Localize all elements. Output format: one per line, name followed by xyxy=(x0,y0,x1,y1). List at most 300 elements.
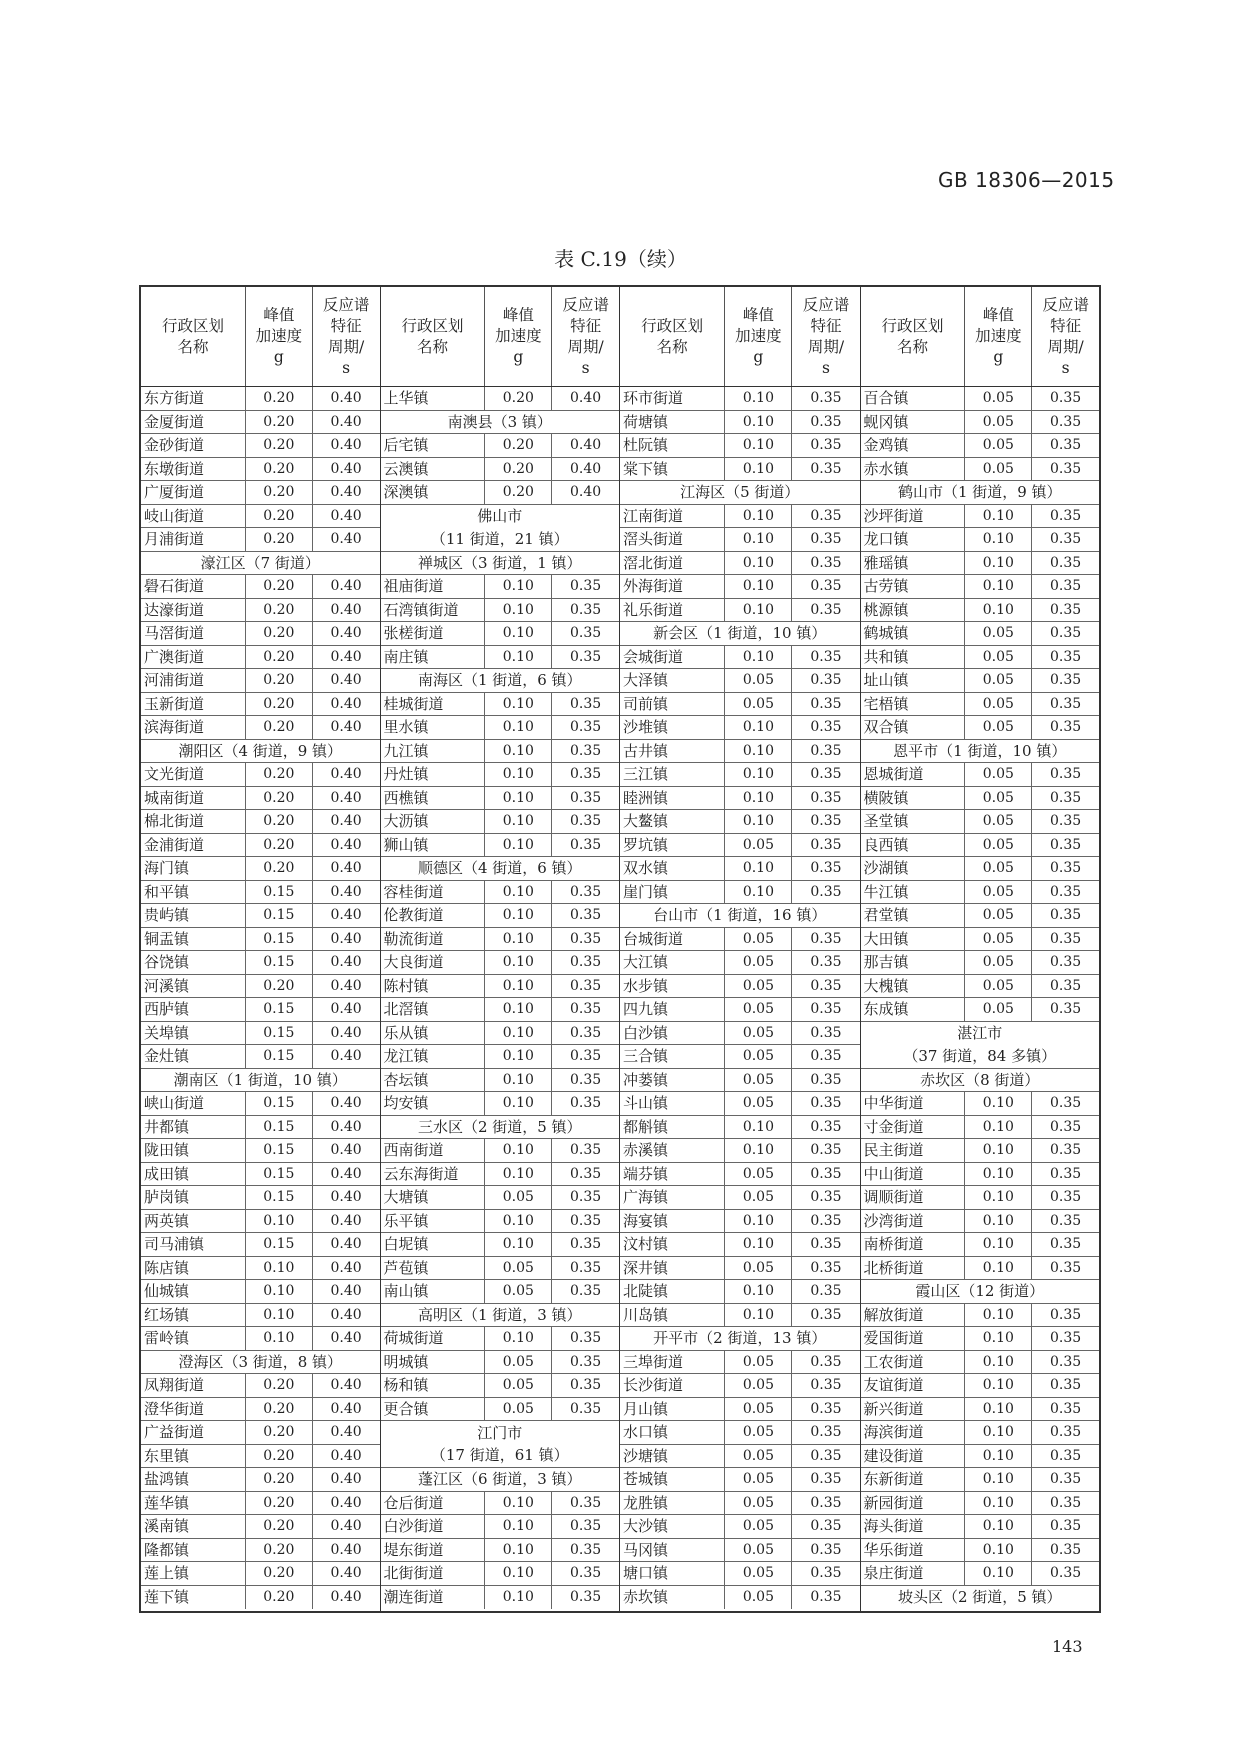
table-row xyxy=(141,763,380,787)
table-row xyxy=(381,716,620,740)
response-period: 0.40 xyxy=(330,601,362,618)
response-period: 0.35 xyxy=(810,554,842,571)
peak-acceleration: 0.10 xyxy=(725,857,792,880)
response-period: 0.35 xyxy=(1050,554,1082,571)
response-period: 0.35 xyxy=(570,836,602,853)
division-name: 古劳镇 xyxy=(861,575,966,598)
peak-acceleration: 0.10 xyxy=(725,1139,792,1162)
peak-acceleration: 0.20 xyxy=(246,1445,313,1468)
table-row xyxy=(861,1139,1100,1163)
group-heading-row xyxy=(381,505,620,552)
table-row xyxy=(861,1492,1100,1516)
response-period: 0.35 xyxy=(810,1001,842,1017)
response-period: 0.40 xyxy=(330,1189,362,1205)
table-row xyxy=(861,646,1100,670)
division-name: 澄华街道 xyxy=(141,1398,246,1421)
response-period: 0.40 xyxy=(330,1283,362,1299)
peak-acceleration: 0.10 xyxy=(965,505,1032,528)
division-name: 海滨街道 xyxy=(861,1421,966,1444)
header-name: 行政区划 名称 xyxy=(861,287,966,386)
peak-acceleration: 0.05 xyxy=(725,1257,792,1280)
peak-acceleration: 0.20 xyxy=(246,387,313,410)
response-period: 0.35 xyxy=(1050,1447,1082,1464)
table-row xyxy=(381,481,620,505)
table-row xyxy=(381,1586,620,1610)
response-period: 0.35 xyxy=(570,695,602,712)
peak-acceleration: 0.10 xyxy=(485,575,552,598)
division-name: 江南街道 xyxy=(620,505,725,528)
peak-acceleration: 0.10 xyxy=(485,1586,552,1610)
response-period: 0.35 xyxy=(1050,460,1082,477)
division-name: 中华街道 xyxy=(861,1092,966,1115)
peak-acceleration: 0.10 xyxy=(965,1257,1032,1280)
division-name: 铜盂镇 xyxy=(141,928,246,951)
peak-acceleration: 0.10 xyxy=(965,1186,1032,1209)
response-period: 0.35 xyxy=(570,578,602,594)
group-heading-row xyxy=(620,481,860,505)
response-period: 0.35 xyxy=(810,766,842,782)
peak-acceleration: 0.05 xyxy=(485,1257,552,1280)
response-period: 0.35 xyxy=(570,1001,602,1017)
peak-acceleration: 0.15 xyxy=(246,1139,313,1162)
table-row xyxy=(141,881,380,905)
division-name: 关埠镇 xyxy=(141,1022,246,1045)
group-heading-row xyxy=(861,1280,1100,1304)
response-period: 0.35 xyxy=(810,1518,842,1534)
table-row xyxy=(861,951,1100,975)
division-name: 水口镇 xyxy=(620,1421,725,1444)
table-row xyxy=(381,834,620,858)
table-row xyxy=(861,505,1100,529)
peak-acceleration: 0.05 xyxy=(725,1421,792,1444)
response-period: 0.35 xyxy=(810,1424,842,1440)
peak-acceleration: 0.10 xyxy=(485,1562,552,1585)
peak-acceleration: 0.20 xyxy=(246,1586,313,1610)
peak-acceleration: 0.05 xyxy=(965,928,1032,951)
division-name: 狮山镇 xyxy=(381,834,486,857)
response-period: 0.35 xyxy=(810,1471,842,1487)
table-row xyxy=(381,1069,620,1093)
division-name: 冲蒌镇 xyxy=(620,1069,725,1092)
division-name: 莲下镇 xyxy=(141,1586,246,1610)
table-row xyxy=(381,1539,620,1563)
peak-acceleration: 0.10 xyxy=(725,528,792,551)
table-row xyxy=(141,1492,380,1516)
response-period: 0.35 xyxy=(810,1565,842,1581)
response-period: 0.35 xyxy=(1050,1471,1082,1487)
response-period: 0.35 xyxy=(1050,1400,1082,1417)
division-name: 北滘镇 xyxy=(381,998,486,1021)
division-name: 三江镇 xyxy=(620,763,725,786)
response-period: 0.35 xyxy=(810,1165,842,1182)
peak-acceleration: 0.05 xyxy=(725,1163,792,1186)
table-row xyxy=(620,1586,860,1610)
division-name: 北桥街道 xyxy=(861,1257,966,1280)
response-period: 0.35 xyxy=(1050,413,1082,430)
peak-acceleration: 0.10 xyxy=(725,411,792,434)
division-name: 乐从镇 xyxy=(381,1022,486,1045)
response-period: 0.35 xyxy=(570,719,602,735)
response-period: 0.40 xyxy=(330,695,362,712)
peak-acceleration: 0.20 xyxy=(246,1562,313,1585)
division-name: 广益街道 xyxy=(141,1421,246,1444)
division-name: 沙湖镇 xyxy=(861,857,966,880)
response-period: 0.35 xyxy=(810,531,842,547)
table-row xyxy=(381,998,620,1022)
division-name: 大槐镇 xyxy=(861,975,966,998)
division-name: 泉庄街道 xyxy=(861,1562,966,1585)
table-row xyxy=(861,693,1100,717)
response-period: 0.35 xyxy=(810,1400,842,1417)
peak-acceleration: 0.05 xyxy=(485,1351,552,1374)
table-row xyxy=(141,1562,380,1586)
response-period: 0.35 xyxy=(810,672,842,688)
table-row xyxy=(141,1233,380,1257)
response-period: 0.35 xyxy=(1050,836,1082,853)
peak-acceleration: 0.05 xyxy=(725,1045,792,1068)
peak-acceleration: 0.05 xyxy=(725,1398,792,1421)
peak-acceleration: 0.10 xyxy=(485,1069,552,1092)
peak-acceleration: 0.05 xyxy=(965,646,1032,669)
table-row xyxy=(381,1515,620,1539)
table-row xyxy=(141,834,380,858)
peak-acceleration: 0.20 xyxy=(246,857,313,880)
response-period: 0.35 xyxy=(810,460,842,477)
response-period: 0.40 xyxy=(330,719,362,735)
table-row xyxy=(620,1562,860,1586)
division-name: 云澳镇 xyxy=(381,458,486,481)
peak-acceleration: 0.10 xyxy=(485,904,552,927)
peak-acceleration: 0.20 xyxy=(246,1539,313,1562)
peak-acceleration: 0.10 xyxy=(485,928,552,951)
response-period: 0.35 xyxy=(1050,672,1082,688)
division-name: 大田镇 xyxy=(861,928,966,951)
group-heading-row xyxy=(620,622,860,646)
table-row xyxy=(620,834,860,858)
peak-acceleration: 0.05 xyxy=(725,669,792,692)
division-name: 东新街道 xyxy=(861,1468,966,1491)
peak-acceleration: 0.20 xyxy=(246,458,313,481)
response-period: 0.35 xyxy=(570,742,602,759)
peak-acceleration: 0.10 xyxy=(485,1045,552,1068)
division-name: 红场镇 xyxy=(141,1304,246,1327)
peak-acceleration: 0.10 xyxy=(485,693,552,716)
table-row xyxy=(620,810,860,834)
response-period: 0.35 xyxy=(810,1377,842,1393)
peak-acceleration: 0.05 xyxy=(725,1069,792,1092)
table-row xyxy=(620,951,860,975)
division-name: 沙堆镇 xyxy=(620,716,725,739)
peak-acceleration: 0.05 xyxy=(725,1092,792,1115)
response-period: 0.40 xyxy=(330,1471,362,1487)
table-row xyxy=(141,1022,380,1046)
response-period: 0.40 xyxy=(330,883,362,900)
table-row xyxy=(141,1139,380,1163)
peak-acceleration: 0.20 xyxy=(246,810,313,833)
table-row xyxy=(381,599,620,623)
table-row xyxy=(620,528,860,552)
table-row xyxy=(861,787,1100,811)
division-name: 贵屿镇 xyxy=(141,904,246,927)
peak-acceleration: 0.10 xyxy=(725,1304,792,1327)
response-period: 0.40 xyxy=(330,625,362,641)
response-period: 0.40 xyxy=(330,507,362,524)
table-row xyxy=(861,458,1100,482)
division-name: 两英镇 xyxy=(141,1210,246,1233)
division-name: 广海镇 xyxy=(620,1186,725,1209)
division-name: 芦苞镇 xyxy=(381,1257,486,1280)
peak-acceleration: 0.10 xyxy=(965,1445,1032,1468)
peak-acceleration: 0.05 xyxy=(725,834,792,857)
response-period: 0.35 xyxy=(570,625,602,641)
table-row xyxy=(141,1045,380,1069)
peak-acceleration: 0.10 xyxy=(485,1139,552,1162)
peak-acceleration: 0.05 xyxy=(725,1515,792,1538)
group-heading: 潮阳区（4 街道，9 镇） xyxy=(178,741,343,760)
division-name: 达濠街道 xyxy=(141,599,246,622)
division-name: 大江镇 xyxy=(620,951,725,974)
response-period: 0.35 xyxy=(810,578,842,594)
response-period: 0.35 xyxy=(570,813,602,829)
table-row xyxy=(141,716,380,740)
response-period: 0.35 xyxy=(810,954,842,970)
division-name: 云东海街道 xyxy=(381,1163,486,1186)
table-row xyxy=(381,881,620,905)
group-heading-row xyxy=(141,1351,380,1375)
response-period: 0.35 xyxy=(810,719,842,735)
table-row xyxy=(141,411,380,435)
division-name: 调顺街道 xyxy=(861,1186,966,1209)
group-heading: 潮南区（1 街道，10 镇） xyxy=(173,1070,347,1089)
peak-acceleration: 0.10 xyxy=(485,1492,552,1515)
table-row xyxy=(381,1022,620,1046)
peak-acceleration: 0.15 xyxy=(246,1116,313,1139)
table-row xyxy=(141,1257,380,1281)
peak-acceleration: 0.10 xyxy=(725,740,792,763)
table-row xyxy=(141,693,380,717)
division-name: 仙城镇 xyxy=(141,1280,246,1303)
response-period: 0.35 xyxy=(1050,1565,1082,1581)
table-row xyxy=(381,951,620,975)
table-row xyxy=(861,810,1100,834)
response-period: 0.40 xyxy=(330,766,362,782)
division-name: 河溪镇 xyxy=(141,975,246,998)
table-row xyxy=(141,787,380,811)
response-period: 0.35 xyxy=(1050,1353,1082,1370)
table-row xyxy=(381,1045,620,1069)
division-name: 胪岗镇 xyxy=(141,1186,246,1209)
response-period: 0.35 xyxy=(810,1189,842,1205)
table-row xyxy=(861,928,1100,952)
division-name: 台城街道 xyxy=(620,928,725,951)
table-row xyxy=(861,1445,1100,1469)
division-name: 白坭镇 xyxy=(381,1233,486,1256)
response-period: 0.35 xyxy=(810,1071,842,1088)
division-name: 沙坪街道 xyxy=(861,505,966,528)
division-name: 河浦街道 xyxy=(141,669,246,692)
peak-acceleration: 0.20 xyxy=(246,975,313,998)
group-heading: 坡头区（2 街道，5 镇） xyxy=(897,1588,1062,1606)
peak-acceleration: 0.10 xyxy=(485,1022,552,1045)
response-period: 0.35 xyxy=(1050,789,1082,806)
response-period: 0.35 xyxy=(1050,1518,1082,1534)
group-heading: 新会区（1 街道，10 镇） xyxy=(653,624,827,642)
group-heading: 湛江市 （37 街道，84 多镇） xyxy=(903,1024,1057,1065)
division-name: 赤坎镇 xyxy=(620,1586,725,1610)
division-name: 双水镇 xyxy=(620,857,725,880)
peak-acceleration: 0.20 xyxy=(246,1515,313,1538)
peak-acceleration: 0.05 xyxy=(965,716,1032,739)
table-row xyxy=(620,1539,860,1563)
table-row xyxy=(620,1045,860,1069)
table-row xyxy=(620,1210,860,1234)
peak-acceleration: 0.20 xyxy=(246,669,313,692)
division-name: 会城街道 xyxy=(620,646,725,669)
table-row xyxy=(620,1515,860,1539)
division-name: 滘头街道 xyxy=(620,528,725,551)
table-row xyxy=(861,575,1100,599)
division-name: 马滘街道 xyxy=(141,622,246,645)
response-period: 0.35 xyxy=(810,1353,842,1370)
table-row xyxy=(141,998,380,1022)
peak-acceleration: 0.10 xyxy=(965,1398,1032,1421)
table-row xyxy=(381,575,620,599)
group-heading: 高明区（1 街道，3 镇） xyxy=(417,1305,582,1324)
peak-acceleration: 0.10 xyxy=(725,810,792,833)
peak-acceleration: 0.20 xyxy=(485,481,552,504)
table-row xyxy=(141,622,380,646)
peak-acceleration: 0.10 xyxy=(485,975,552,998)
response-period: 0.35 xyxy=(570,1071,602,1088)
response-period: 0.35 xyxy=(570,1236,602,1252)
division-name: 罗坑镇 xyxy=(620,834,725,857)
division-name: 白沙街道 xyxy=(381,1515,486,1538)
division-name: 东墩街道 xyxy=(141,458,246,481)
division-name: 民主街道 xyxy=(861,1139,966,1162)
peak-acceleration: 0.10 xyxy=(965,1116,1032,1139)
response-period: 0.35 xyxy=(570,1565,602,1581)
division-name: 川岛镇 xyxy=(620,1304,725,1327)
table-row xyxy=(861,834,1100,858)
group-heading-row xyxy=(381,669,620,693)
peak-acceleration: 0.05 xyxy=(965,458,1032,481)
peak-acceleration: 0.10 xyxy=(965,1139,1032,1162)
standard-code: GB 18306—2015 xyxy=(938,168,1115,192)
table-row xyxy=(381,1210,620,1234)
division-name: 北街街道 xyxy=(381,1562,486,1585)
division-name: 横陂镇 xyxy=(861,787,966,810)
table-row xyxy=(141,928,380,952)
group-heading: 恩平市（1 街道，10 镇） xyxy=(893,741,1067,760)
table-row xyxy=(620,646,860,670)
division-name: 桃源镇 xyxy=(861,599,966,622)
table-row xyxy=(381,1186,620,1210)
peak-acceleration: 0.05 xyxy=(965,669,1032,692)
response-period: 0.40 xyxy=(330,672,362,688)
table-row xyxy=(381,787,620,811)
division-name: 岐山街道 xyxy=(141,505,246,528)
peak-acceleration: 0.05 xyxy=(725,1586,792,1610)
table-row xyxy=(620,1257,860,1281)
table-row xyxy=(381,693,620,717)
division-name: 北陡镇 xyxy=(620,1280,725,1303)
table-row xyxy=(381,1492,620,1516)
division-name: 广澳街道 xyxy=(141,646,246,669)
peak-acceleration: 0.20 xyxy=(246,834,313,857)
response-period: 0.35 xyxy=(1050,507,1082,524)
response-period: 0.40 xyxy=(330,1377,362,1393)
peak-acceleration: 0.20 xyxy=(246,1374,313,1397)
response-period: 0.35 xyxy=(570,1494,602,1511)
table-row xyxy=(141,1421,380,1445)
peak-acceleration: 0.05 xyxy=(725,1186,792,1209)
peak-acceleration: 0.20 xyxy=(246,1492,313,1515)
response-period: 0.40 xyxy=(330,1212,362,1229)
response-period: 0.40 xyxy=(330,1024,362,1041)
division-name: 祖庙街道 xyxy=(381,575,486,598)
table-row xyxy=(141,434,380,458)
table-row xyxy=(381,904,620,928)
division-name: 大沥镇 xyxy=(381,810,486,833)
response-period: 0.35 xyxy=(1050,883,1082,900)
division-name: 张槎街道 xyxy=(381,622,486,645)
division-name: 龙口镇 xyxy=(861,528,966,551)
response-period: 0.35 xyxy=(570,1142,602,1158)
division-name: 均安镇 xyxy=(381,1092,486,1115)
peak-acceleration: 0.20 xyxy=(485,434,552,457)
division-name: 赤溪镇 xyxy=(620,1139,725,1162)
peak-acceleration: 0.10 xyxy=(485,740,552,763)
division-name: 莲上镇 xyxy=(141,1562,246,1585)
peak-acceleration: 0.15 xyxy=(246,928,313,951)
response-period: 0.35 xyxy=(810,648,842,665)
response-period: 0.40 xyxy=(330,1565,362,1581)
peak-acceleration: 0.10 xyxy=(485,716,552,739)
peak-acceleration: 0.10 xyxy=(725,387,792,410)
table-row xyxy=(861,1539,1100,1563)
response-period: 0.40 xyxy=(330,907,362,923)
peak-acceleration: 0.05 xyxy=(965,881,1032,904)
division-name: 雷岭镇 xyxy=(141,1327,246,1350)
header-response-period: 反应谱 特征 周期/ s xyxy=(562,295,609,377)
response-period: 0.35 xyxy=(810,977,842,994)
table-row xyxy=(861,1398,1100,1422)
peak-acceleration: 0.05 xyxy=(485,1398,552,1421)
group-heading: 江门市 （17 街道，61 镇） xyxy=(430,1423,569,1464)
table-row xyxy=(620,1092,860,1116)
table-row xyxy=(861,528,1100,552)
group-heading-row xyxy=(381,1421,620,1468)
peak-acceleration: 0.05 xyxy=(965,998,1032,1021)
peak-acceleration: 0.10 xyxy=(485,1539,552,1562)
division-name: 潮连街道 xyxy=(381,1586,486,1610)
division-name: 宅梧镇 xyxy=(861,693,966,716)
division-name: 恩城街道 xyxy=(861,763,966,786)
group-heading: 赤坎区（8 街道） xyxy=(920,1070,1040,1089)
peak-acceleration: 0.05 xyxy=(965,693,1032,716)
division-name: 司马浦镇 xyxy=(141,1233,246,1256)
response-period: 0.35 xyxy=(810,1212,842,1229)
response-period: 0.35 xyxy=(1050,531,1082,547)
division-name: 大塘镇 xyxy=(381,1186,486,1209)
division-name: 堤东街道 xyxy=(381,1539,486,1562)
peak-acceleration: 0.20 xyxy=(246,646,313,669)
table-row xyxy=(861,904,1100,928)
peak-acceleration: 0.10 xyxy=(965,1351,1032,1374)
response-period: 0.35 xyxy=(1050,930,1082,947)
response-period: 0.40 xyxy=(330,437,362,453)
table-row xyxy=(861,1210,1100,1234)
